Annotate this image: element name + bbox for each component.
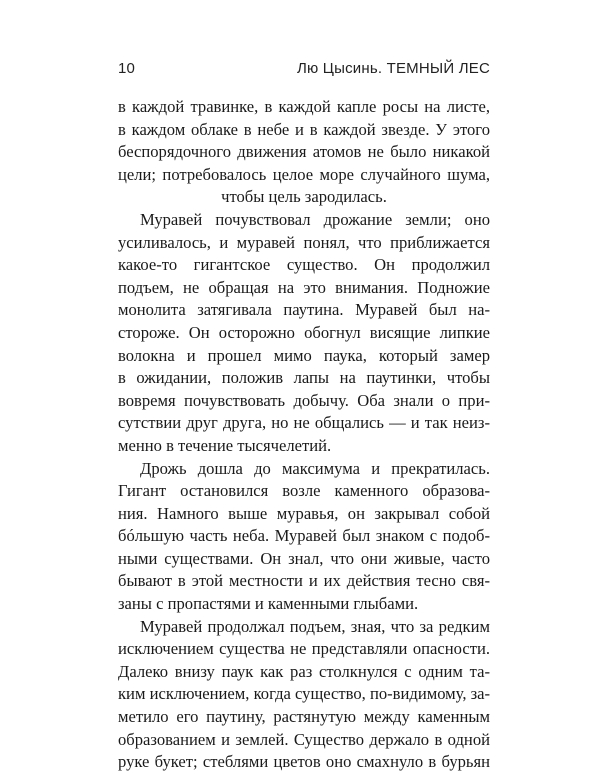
text-line: Далеко внизу паук как раз столкнулся с одним та-: [118, 661, 490, 681]
text-line: в каждой травинке, в каждой капле росы на листе,: [118, 97, 490, 116]
text-line: ния. Намного выше муравья, он закрывал собой: [118, 503, 490, 523]
text-line: бывают в этой местности и их действия тесно свя-: [118, 571, 490, 591]
text-line: монолита затягивала паутина. Муравей был на-: [118, 300, 490, 320]
text-line: в ожидании, положив лапы на паутинки, чтобы: [118, 368, 490, 388]
text-line: образованием и землей. Существо держало в одной: [118, 729, 490, 749]
text-line: менно в течение тысячелетий.: [118, 435, 332, 455]
text-line: бóльшую часть неба. Муравей был знаком с подоб-: [118, 526, 490, 546]
text-line: вовремя почувствовать добычу. Оба знали о при-: [118, 390, 490, 410]
text-line: Муравей продолжал подъем, зная, что за редким: [140, 616, 490, 636]
text-line: ким исключением, когда существо, по-видимому, за-: [118, 684, 490, 704]
text-line: беспорядочного движения атомов не было никакой: [118, 142, 490, 162]
text-line: цели; потребовалось целое море случайного шума,: [118, 164, 490, 184]
text-line: усиливалось, и муравей понял, что приближается: [118, 232, 490, 252]
page-header: [118, 60, 490, 82]
paragraph-2: [118, 209, 490, 458]
text-line: Дрожь дошла до максимума и прекратилась.: [140, 458, 490, 478]
text-line: Муравей почувствовал дрожание земли; оно: [140, 209, 490, 229]
text-line: стороже. Он осторожно обогнул висящие липкие: [118, 322, 490, 342]
text-line: какое-то гигантское существо. Он продолжил: [118, 255, 490, 275]
page-number: 10: [118, 60, 136, 77]
text-line: чтобы цель зародилась.: [221, 187, 387, 207]
text-line: в каждом облаке в небе и в каждой звезде. У этого: [118, 119, 490, 139]
text-line: руке букет; стеблями цветов оно смахнуло в бурьян: [118, 752, 490, 772]
text-line: волокна и прошел мимо паука, который замер: [118, 345, 490, 365]
body-text: [118, 96, 490, 774]
text-line: подъем, не обращая на это внимания. Подножие: [118, 277, 490, 297]
paragraph-1: [118, 96, 490, 209]
text-line: метило его паутину, растянутую между каменным: [118, 707, 490, 727]
paragraph-3: [118, 458, 490, 616]
text-line: исключением существа не представляли опасности.: [118, 639, 490, 659]
text-line: сутствии друг друга, но не общались — и так неиз-: [118, 413, 490, 433]
text-line: ными существами. Он знал, что они живые, часто: [118, 548, 490, 568]
paragraph-4: [118, 616, 490, 774]
running-head: Лю Цысинь. ТЕМНЫЙ ЛЕС: [296, 60, 490, 77]
text-line: Гигант остановился возле каменного образова-: [118, 481, 490, 501]
text-line: заны с пропастями и каменными глыбами.: [118, 594, 419, 614]
